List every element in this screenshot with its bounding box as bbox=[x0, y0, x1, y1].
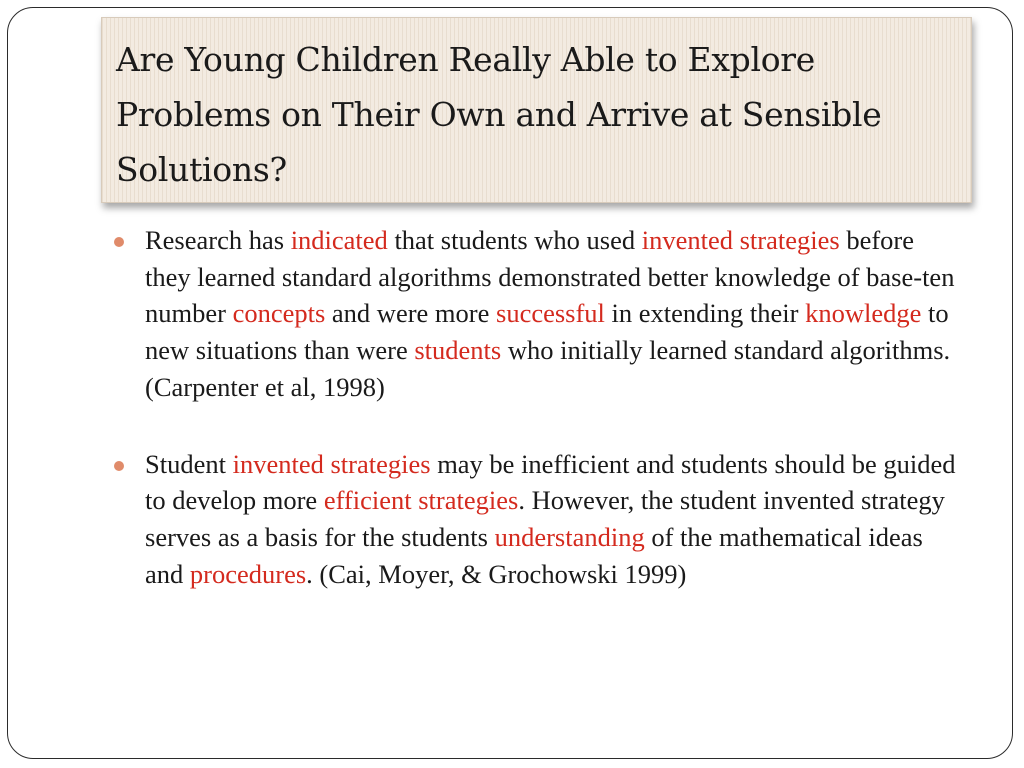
bullet-item-research bbox=[114, 222, 964, 406]
highlight-understanding: understanding bbox=[494, 521, 645, 552]
slide-body bbox=[114, 222, 964, 592]
bullet-text-segment: . (Cai, Moyer, & Grochowski 1999) bbox=[306, 558, 687, 589]
title-box bbox=[101, 17, 972, 203]
highlight-successful: successful bbox=[496, 298, 605, 329]
bullet-text-segment: of the mathematical ideas and bbox=[145, 521, 923, 589]
highlight-procedures: procedures bbox=[189, 558, 307, 589]
bullet-text-segment: and were more bbox=[325, 298, 496, 329]
bullet-dot-icon bbox=[114, 237, 124, 247]
bullet-text-segment: to new situations than were bbox=[145, 298, 949, 366]
bullet-text-segment: before they learned standard algorithms demonstrated better knowledge of base-ten number bbox=[145, 225, 955, 329]
bullet-dot-icon bbox=[114, 461, 124, 471]
bullet-text-segment: may be inefficient and students should be guided to develop more bbox=[145, 448, 956, 516]
highlight-knowledge: knowledge bbox=[805, 298, 922, 329]
bullet-text-segment: . However, the student invented strategy serves as a basis for the students bbox=[145, 485, 945, 552]
highlight-invented-strategies: invented strategies bbox=[641, 225, 840, 255]
slide-title: Are Young Children Really Able to Explore Problems on Their Own and Arrive at Sensible Solutions? bbox=[116, 40, 882, 189]
bullet-text-segment: in extending their bbox=[604, 298, 806, 329]
bullet-text-segment: Research has bbox=[145, 225, 291, 255]
bullet-text-segment: who initially learned standard algorithms. (Carpenter et al, 1998) bbox=[145, 335, 951, 402]
highlight-invented-strategies: invented strategies bbox=[232, 448, 431, 479]
highlight-concepts: concepts bbox=[232, 298, 326, 329]
highlight-indicated: indicated bbox=[290, 225, 388, 255]
bullet-item-student-strategies bbox=[114, 446, 964, 593]
bullet-text-segment: that students who used bbox=[387, 225, 642, 255]
highlight-efficient-strategies: efficient strategies bbox=[323, 485, 519, 516]
highlight-students: students bbox=[414, 335, 502, 366]
bullet-text-segment: Student bbox=[145, 448, 233, 479]
